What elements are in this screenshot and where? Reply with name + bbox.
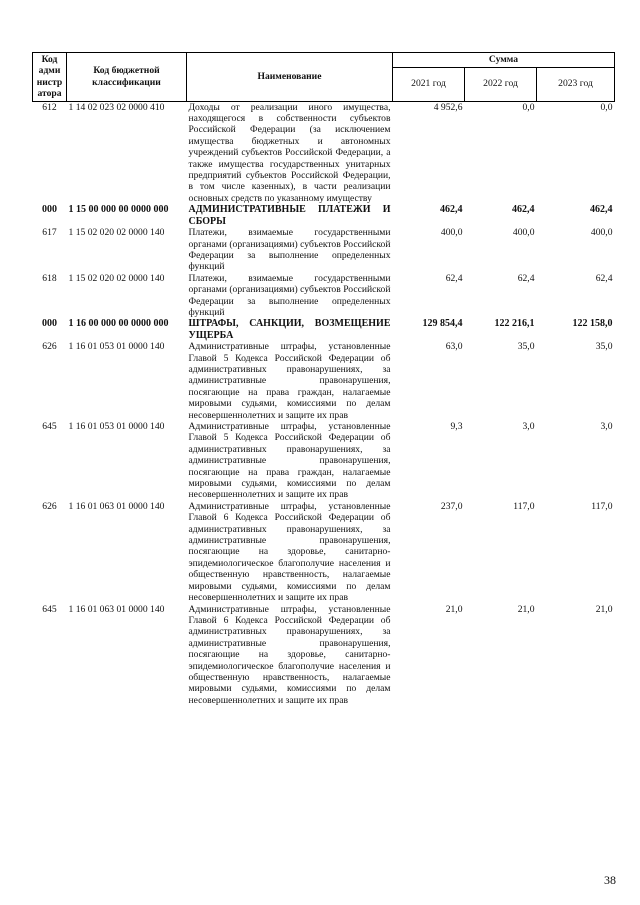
name-cell: Доходы от реализации иного имущества, находящегося в собственности субъектов Российской Федерации (за исключением имущества бюджетных и автономных учреждений субъектов Российской Федерации, а также имущества государственных унитарных предприятий субъектов Российской Федерации, в том числе казенных), в части реализации основных средств по указанному имуществу [188,101,391,204]
amount-2021-cell: 462,4 [440,204,463,216]
admin-code-cell: 626 [42,500,57,512]
table-row [33,227,615,273]
table-body [33,101,615,706]
table-row [33,273,615,319]
admin-code-cell: 645 [42,603,57,615]
header-year-2023: 2023 год [537,67,615,101]
table-row [33,101,615,204]
table-header [33,53,615,102]
table-row [33,604,615,707]
name-cell: ШТРАФЫ, САНКЦИИ, ВОЗМЕЩЕНИЕ УЩЕРБА [188,318,391,341]
amount-2023-cell: 62,4 [595,272,613,284]
name-cell: Административные штрафы, установленные Главой 6 Кодекса Российской Федерации об административных правонарушениях, за административные правонарушения, посягающие на здоровье, санитарно-эпидемиологическое благополучие населения и общественную нравственность, налагаемые мировыми судьями, комиссиями по делам несовершеннолетних и защите их прав [188,500,391,604]
kbk-cell: 1 15 02 020 02 0000 140 [68,272,165,284]
name-cell: Платежи, взимаемые государственными органами (организациями) субъектов Российской Федерации за выполнение определенных функций [188,272,391,318]
header-kbk: Код бюджетной классификации [67,53,187,102]
amount-2023-cell: 400,0 [590,227,613,239]
amount-2021-cell: 400,0 [440,227,463,239]
name-cell: Платежи, взимаемые государственными органами (организациями) субъектов Российской Федерации за выполнение определенных функций [188,227,391,273]
admin-code-cell: 618 [42,272,57,284]
header-sum: Сумма [393,53,615,68]
amount-2022-cell: 462,4 [512,204,535,216]
amount-2022-cell: 117,0 [513,500,535,512]
amount-2022-cell: 400,0 [512,227,535,239]
admin-code-cell: 645 [42,421,57,432]
kbk-cell: 1 15 00 000 00 0000 000 [68,204,169,216]
amount-2021-cell: 62,4 [445,272,463,284]
kbk-cell: 1 14 02 023 02 0000 410 [68,101,165,113]
header-year-2022: 2022 год [465,67,537,101]
table-row [33,501,615,604]
amount-2023-cell: 0,0 [600,101,613,113]
table-row [33,204,615,227]
amount-2021-cell: 21,0 [445,603,463,615]
table-row [33,318,615,341]
admin-code-cell: 612 [42,101,57,113]
name-cell: Административные штрафы, установленные Главой 6 Кодекса Российской Федерации об административных правонарушениях, за административные правонарушения, посягающие на здоровье, санитарно-эпидемиологическое благополучие населения и общественную нравственность, налагаемые мировыми судьями, комиссиями по делам несовершеннолетних и защите их прав [188,603,391,706]
header-admin-code: Код адми нистр атора [33,53,67,102]
admin-code-cell: 617 [42,227,57,239]
amount-2021-cell: 4 952,6 [433,101,463,113]
amount-2023-cell: 3,0 [600,421,613,432]
document-page [32,52,614,706]
amount-2022-cell: 0,0 [522,101,535,113]
name-cell: АДМИНИСТРАТИВНЫЕ ПЛАТЕЖИ И СБОРЫ [188,204,391,227]
amount-2021-cell: 129 854,4 [422,318,463,330]
name-cell: Административные штрафы, установленные Главой 5 Кодекса Российской Федерации об административных правонарушениях, за административные правонарушения, посягающие на права граждан, налагаемые мировыми судьями, комиссиями по делам несовершеннолетних и защите их прав [188,341,391,421]
kbk-cell: 1 16 01 053 01 0000 140 [68,341,165,353]
amount-2022-cell: 21,0 [517,603,535,615]
kbk-cell: 1 16 01 053 01 0000 140 [68,421,165,432]
kbk-cell: 1 15 02 020 02 0000 140 [68,227,165,239]
kbk-cell: 1 16 01 063 01 0000 140 [68,500,165,512]
amount-2022-cell: 35,0 [517,341,535,353]
amount-2023-cell: 117,0 [591,500,613,512]
header-year-2021: 2021 год [393,67,465,101]
amount-2023-cell: 122 158,0 [572,318,613,330]
name-cell: Административные штрафы, установленные Главой 5 Кодекса Российской Федерации об административных правонарушениях, за административные правонарушения, посягающие на права граждан, налагаемые мировыми судьями, комиссиями по делам несовершеннолетних и защите их прав [188,421,391,501]
amount-2023-cell: 21,0 [595,603,613,615]
amount-2021-cell: 237,0 [440,500,463,512]
amount-2023-cell: 462,4 [590,204,613,216]
amount-2021-cell: 63,0 [445,341,463,353]
amount-2022-cell: 62,4 [517,272,535,284]
amount-2022-cell: 122 216,1 [494,318,535,330]
kbk-cell: 1 16 00 000 00 0000 000 [68,318,169,330]
page-number: 38 [604,873,616,887]
budget-table [32,52,615,706]
amount-2021-cell: 9,3 [450,421,463,432]
header-name: Наименование [187,53,393,102]
amount-2022-cell: 3,0 [522,421,535,432]
table-row [33,341,615,421]
table-row [33,421,615,501]
admin-code-cell: 000 [42,318,57,330]
kbk-cell: 1 16 01 063 01 0000 140 [68,603,165,615]
amount-2023-cell: 35,0 [595,341,613,353]
admin-code-cell: 626 [42,341,57,353]
admin-code-cell: 000 [42,204,57,216]
